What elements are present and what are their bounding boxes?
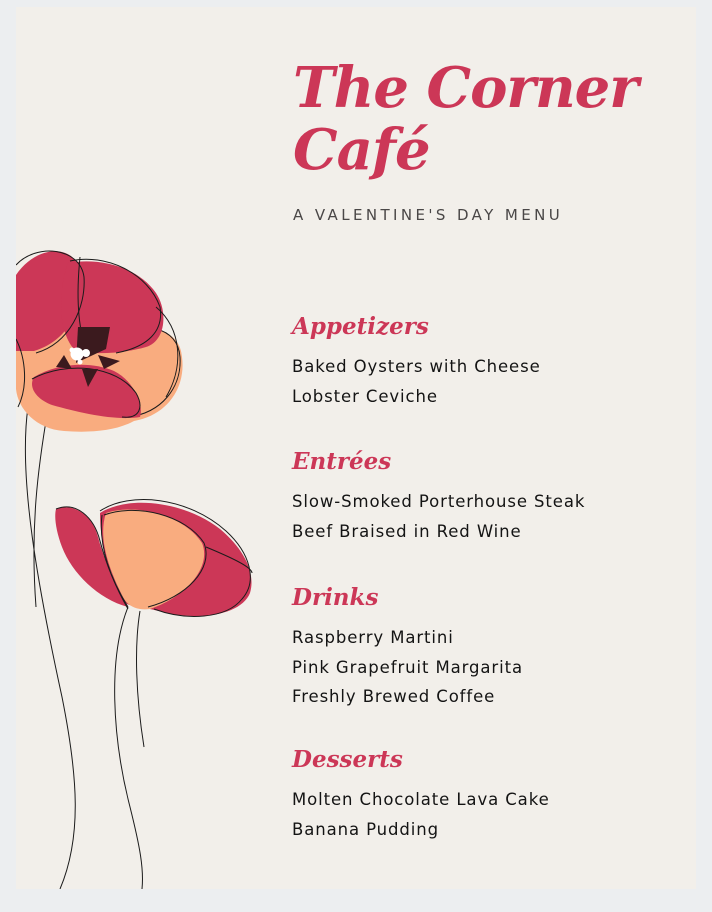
section-heading: Desserts: [292, 746, 403, 773]
menu-page: [16, 7, 696, 889]
section-heading: Drinks: [292, 584, 379, 611]
menu-item: Beef Braised in Red Wine: [292, 521, 522, 541]
menu-item: Banana Pudding: [292, 819, 439, 839]
section-heading: Entrées: [292, 448, 392, 475]
cafe-title: The Corner Café: [293, 55, 638, 183]
menu-item-list: [292, 785, 682, 844]
menu-item-list: [292, 623, 682, 712]
menu-item: Molten Chocolate Lava Cake: [292, 790, 550, 809]
menu-item-list: [292, 487, 682, 546]
menu-subtitle: A VALENTINE'S DAY MENU: [293, 206, 564, 224]
menu-item: Slow-Smoked Porterhouse Steak: [292, 492, 586, 511]
section-entrees: [292, 447, 682, 546]
menu-item: Freshly Brewed Coffee: [292, 687, 496, 706]
menu-item-list: [292, 352, 682, 411]
menu-item: Pink Grapefruit Margarita: [292, 657, 523, 677]
poppy-flower-icon: [16, 251, 183, 432]
section-drinks: [292, 583, 682, 712]
flower-stem: [34, 409, 48, 607]
poppy-bud-icon: [55, 500, 252, 617]
section-appetizers: [292, 312, 682, 411]
flower-stem: [115, 607, 143, 889]
flower-stem: [25, 407, 75, 889]
menu-item: Lobster Ceviche: [292, 386, 438, 406]
section-heading: Appetizers: [292, 313, 429, 340]
menu-item: Raspberry Martini: [292, 628, 454, 647]
section-desserts: [292, 745, 682, 844]
flower-stem: [137, 611, 144, 747]
menu-item: Baked Oysters with Cheese: [292, 357, 541, 376]
